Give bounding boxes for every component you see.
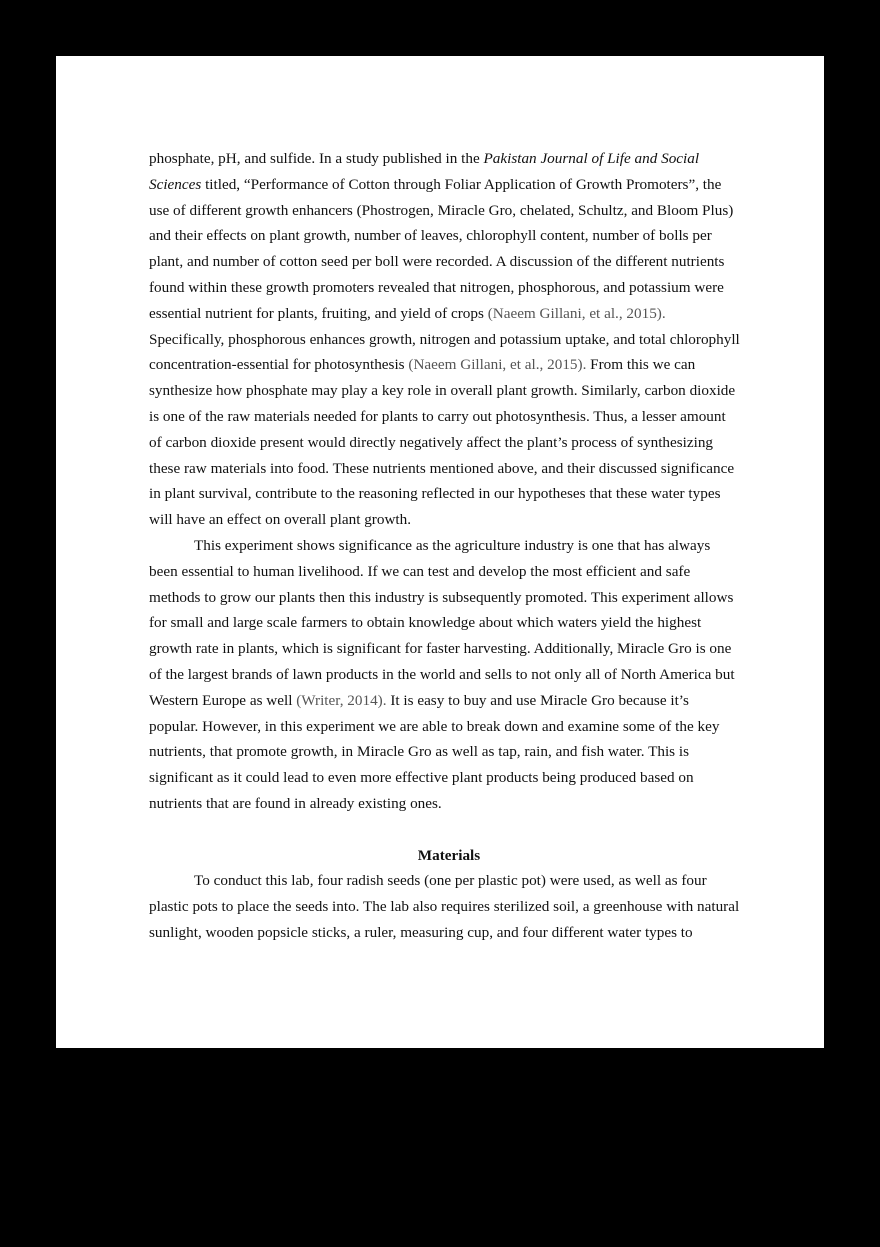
text-line: plastic pots to place the seeds into. The lab also requires sterilized soil, a greenhouse with natural (149, 898, 740, 916)
document-page (56, 56, 824, 1048)
text-line: of carbon dioxide present would directly negatively affect the plant’s process of synthesizing (149, 433, 714, 451)
text-line (149, 172, 749, 198)
text-line: methods to grow our plants then this industry is subsequently promoted. This experiment allows (149, 588, 734, 606)
text-span: It is easy to buy and use Miracle Gro because it’s (386, 691, 689, 709)
text-line: nutrients that are found in already existing ones. (149, 794, 442, 812)
text-line: these raw materials into food. These nutrients mentioned above, and their discussed significance (149, 459, 735, 477)
text-line: plant, and number of cotton seed per boll were recorded. A discussion of the different nutrients (149, 253, 725, 271)
citation: (Naeem Gillani, et al., 2015). (408, 356, 587, 374)
text-span: phosphate, pH, and sulfide. In a study published in the (149, 150, 484, 167)
text-line: synthesize how phosphate may play a key role in overall plant growth. Similarly, carbon dioxide (149, 382, 736, 400)
text-line: in plant survival, contribute to the reasoning reflected in our hypotheses that these water types (149, 485, 721, 503)
text-line: nutrients, that promote growth, in Miracle Gro as well as tap, rain, and fish water. This is (149, 743, 690, 761)
text-span: titled, “Performance of Cotton through Foliar Application of Growth Promoters”, the (201, 175, 722, 193)
text-span: concentration-essential for photosynthesis (149, 356, 409, 374)
paragraph-background (149, 146, 749, 533)
text-line: significant as it could lead to even more effective plant products being produced based on (149, 769, 694, 787)
section-heading-materials: Materials (417, 846, 481, 864)
document-body (149, 146, 749, 946)
text-line: will have an effect on overall plant growth. (149, 511, 412, 529)
paragraph-materials (149, 868, 749, 945)
text-line: growth rate in plants, which is significant for faster harvesting. Additionally, Miracle Gro is one (149, 640, 732, 658)
text-line: This experiment shows significance as the agriculture industry is one that has always (194, 536, 711, 554)
citation: (Naeem Gillani, et al., 2015). (487, 304, 666, 322)
text-line (149, 146, 749, 172)
text-line: found within these growth promoters revealed that nitrogen, phosphorous, and potassium were (149, 278, 724, 296)
text-line: been essential to human livelihood. If we can test and develop the most efficient and safe (149, 562, 691, 580)
text-line (149, 688, 749, 714)
paragraph-significance (149, 533, 749, 817)
text-line: To conduct this lab, four radish seeds (one per plastic pot) were used, as well as four (194, 872, 707, 890)
citation: (Writer, 2014). (296, 691, 387, 709)
text-span: Western Europe as well (149, 691, 297, 709)
text-line: for small and large scale farmers to obtain knowledge about which waters yield the highest (149, 614, 702, 632)
text-line: use of different growth enhancers (Phostrogen, Miracle Gro, chelated, Schultz, and Bloom Plus) (149, 201, 734, 219)
text-line: Specifically, phosphorous enhances growth, nitrogen and potassium uptake, and total chlorophyll (149, 330, 740, 348)
text-line (149, 301, 749, 327)
journal-title: Pakistan Journal of Life and Social (483, 150, 700, 167)
text-span: From this we can (586, 356, 696, 374)
text-span: essential nutrient for plants, fruiting, and yield of crops (149, 304, 488, 322)
text-line: sunlight, wooden popsicle sticks, a ruler, measuring cup, and four different water types to (149, 923, 693, 941)
text-line: is one of the raw materials needed for plants to carry out photosynthesis. Thus, a lesser amount (149, 407, 726, 425)
text-line: of the largest brands of lawn products in the world and sells to not only all of North America but (149, 665, 735, 683)
text-line (149, 352, 749, 378)
text-line: popular. However, in this experiment we are able to break down and examine some of the key (149, 717, 720, 735)
text-line: and their effects on plant growth, number of leaves, chlorophyll content, number of bolls per (149, 227, 712, 245)
journal-title: Sciences (149, 175, 202, 193)
